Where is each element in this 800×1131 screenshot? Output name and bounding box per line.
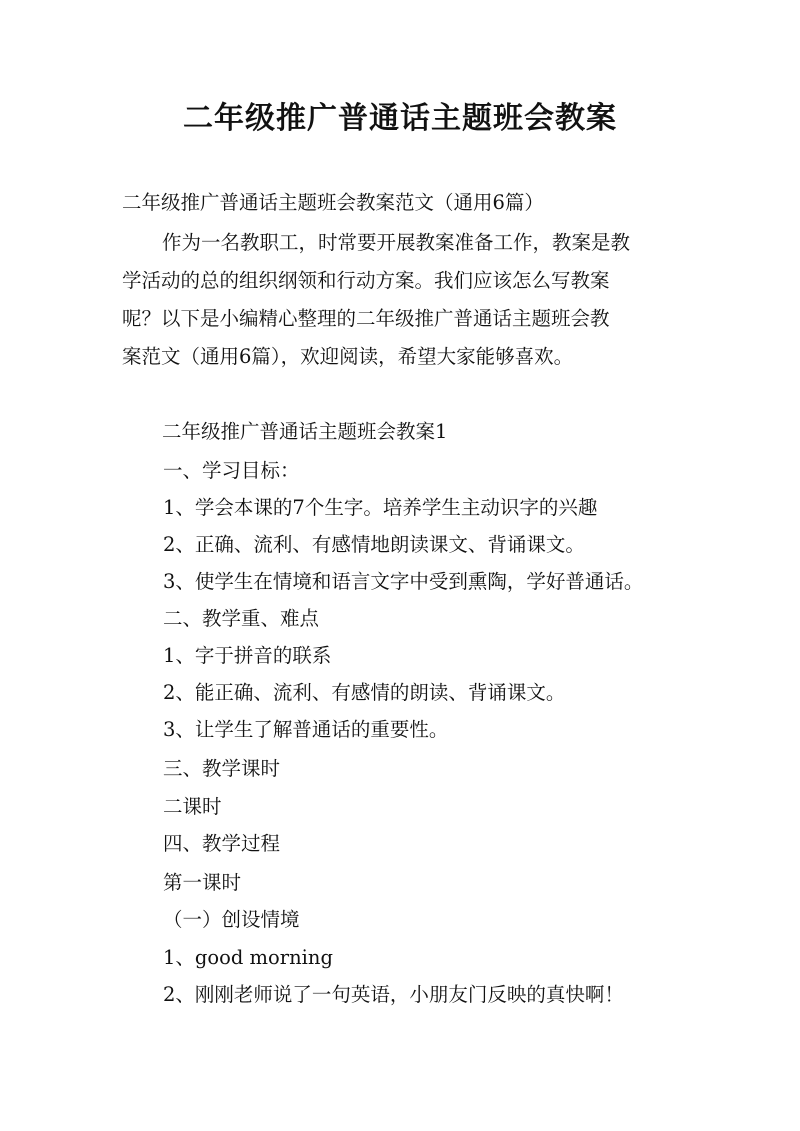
list-item: 1、学会本课的7个生字。培养学生主动识字的兴趣 [163,496,598,519]
section-heading: 二年级推广普通话主题班会教案1 [162,420,448,443]
list-item: 2、刚刚老师说了一句英语，小朋友门反映的真快啊！ [163,983,624,1006]
intro-line-3: 呢？以下是小编精心整理的二年级推广普通话主题班会教 [122,307,610,330]
list-item: 二、教学重、难点 [163,607,320,630]
list-item: 3、使学生在情境和语言文字中受到熏陶，学好普通话。 [163,570,644,593]
list-item: 三、教学课时 [163,757,281,780]
list-item: 第一课时 [163,871,242,894]
list-item: 2、能正确、流利、有感情的朗读、背诵课文。 [163,681,566,704]
list-item: 1、good morning [163,946,333,969]
list-item: 一、学习目标： [163,459,300,482]
intro-heading: 二年级推广普通话主题班会教案范文（通用6篇） [122,191,544,214]
intro-line-4: 案范文（通用6篇），欢迎阅读，希望大家能够喜欢。 [122,345,574,368]
document-title: 二年级推广普通话主题班会教案 [183,101,617,136]
intro-line-1: 作为一名教职工，时常要开展教案准备工作，教案是教 [162,231,631,254]
list-item: 二课时 [163,795,222,818]
list-item: 四、教学过程 [163,832,281,855]
list-item: 1、字于拼音的联系 [163,644,332,667]
list-item: （一）创设情境 [163,908,300,931]
list-item: 2、正确、流利、有感情地朗读课文、背诵课文。 [163,533,585,556]
list-item: 3、让学生了解普通话的重要性。 [163,718,449,741]
intro-line-2: 学活动的总的组织纲领和行动方案。我们应该怎么写教案 [122,269,610,292]
